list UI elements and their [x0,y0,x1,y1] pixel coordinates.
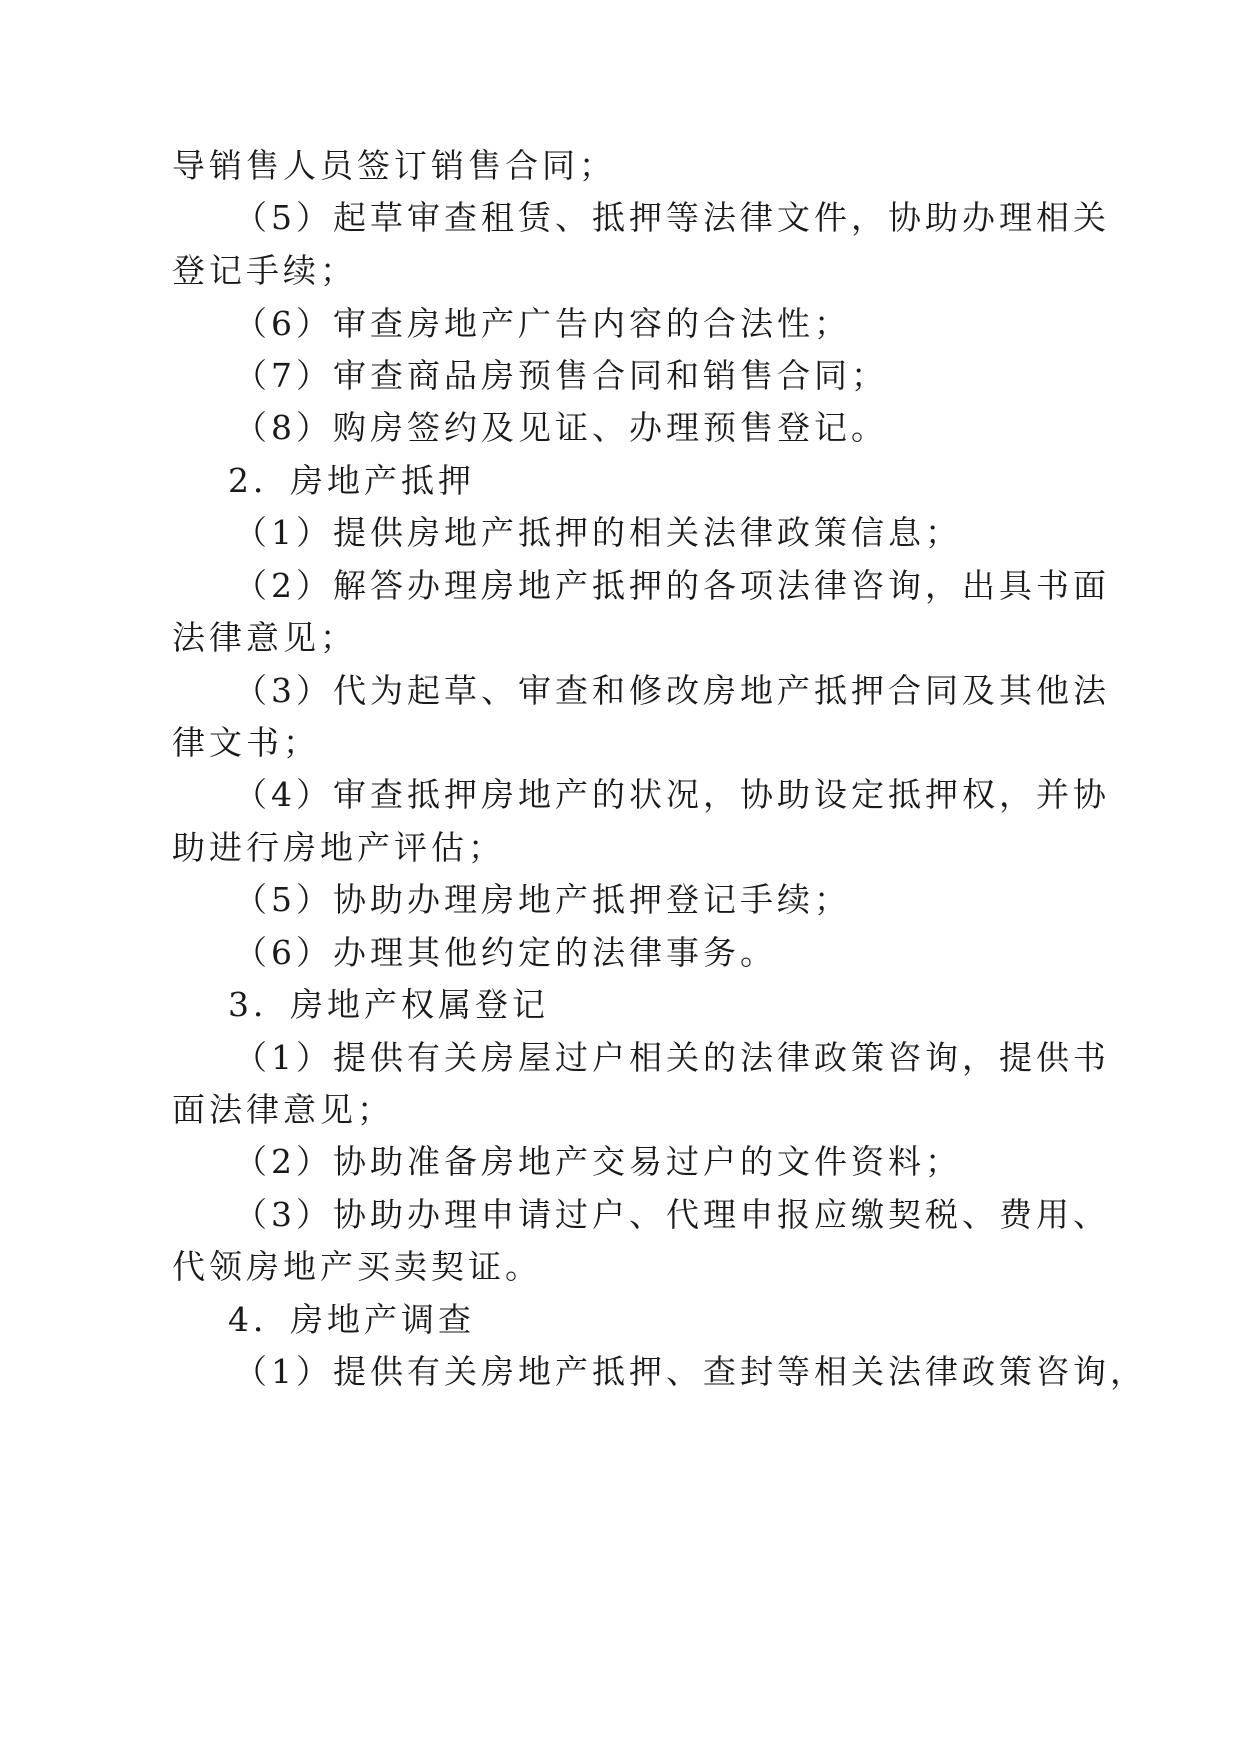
text-line: （1）提供有关房屋过户相关的法律政策咨询，提供书 [234,1038,1110,1077]
text-line: （3）代为起草、审查和修改房地产抵押合同及其他法 [234,671,1110,710]
text-line: 律文书； [172,723,320,762]
text-line: 登记手续； [172,251,357,290]
text-line: （1）提供有关房地产抵押、查封等相关法律政策咨询， [234,1352,1147,1391]
text-line: （1）提供房地产抵押的相关法律政策信息； [234,513,962,552]
text-line: （8）购房签约及见证、办理预售登记。 [234,408,888,447]
text-line: （2）协助准备房地产交易过户的文件资料； [234,1142,962,1181]
section-heading: 4．房地产调查 [228,1300,475,1339]
text-line: （6）办理其他约定的法律事务。 [234,933,777,972]
text-line: 法律意见； [172,618,357,657]
section-heading: 3．房地产权属登记 [228,985,549,1024]
text-line: （5）起草审查租赁、抵押等法律文件，协助办理相关 [234,198,1110,237]
text-line: 导销售人员签订销售合同； [172,146,616,185]
text-line: （2）解答办理房地产抵押的各项法律咨询，出具书面 [234,566,1110,605]
text-line: 助进行房地产评估； [172,828,505,867]
text-line: 代领房地产买卖契证。 [172,1247,542,1286]
text-line: （5）协助办理房地产抵押登记手续； [234,880,851,919]
text-line: （3）协助办理申请过户、代理申报应缴契税、费用、 [234,1195,1110,1234]
text-line: （4）审查抵押房地产的状况，协助设定抵押权，并协 [234,775,1110,814]
section-heading: 2．房地产抵押 [228,461,475,500]
text-line: （6）审查房地产广告内容的合法性； [234,304,851,343]
text-line: （7）审查商品房预售合同和销售合同； [234,356,888,395]
text-line: 面法律意见； [172,1090,394,1129]
